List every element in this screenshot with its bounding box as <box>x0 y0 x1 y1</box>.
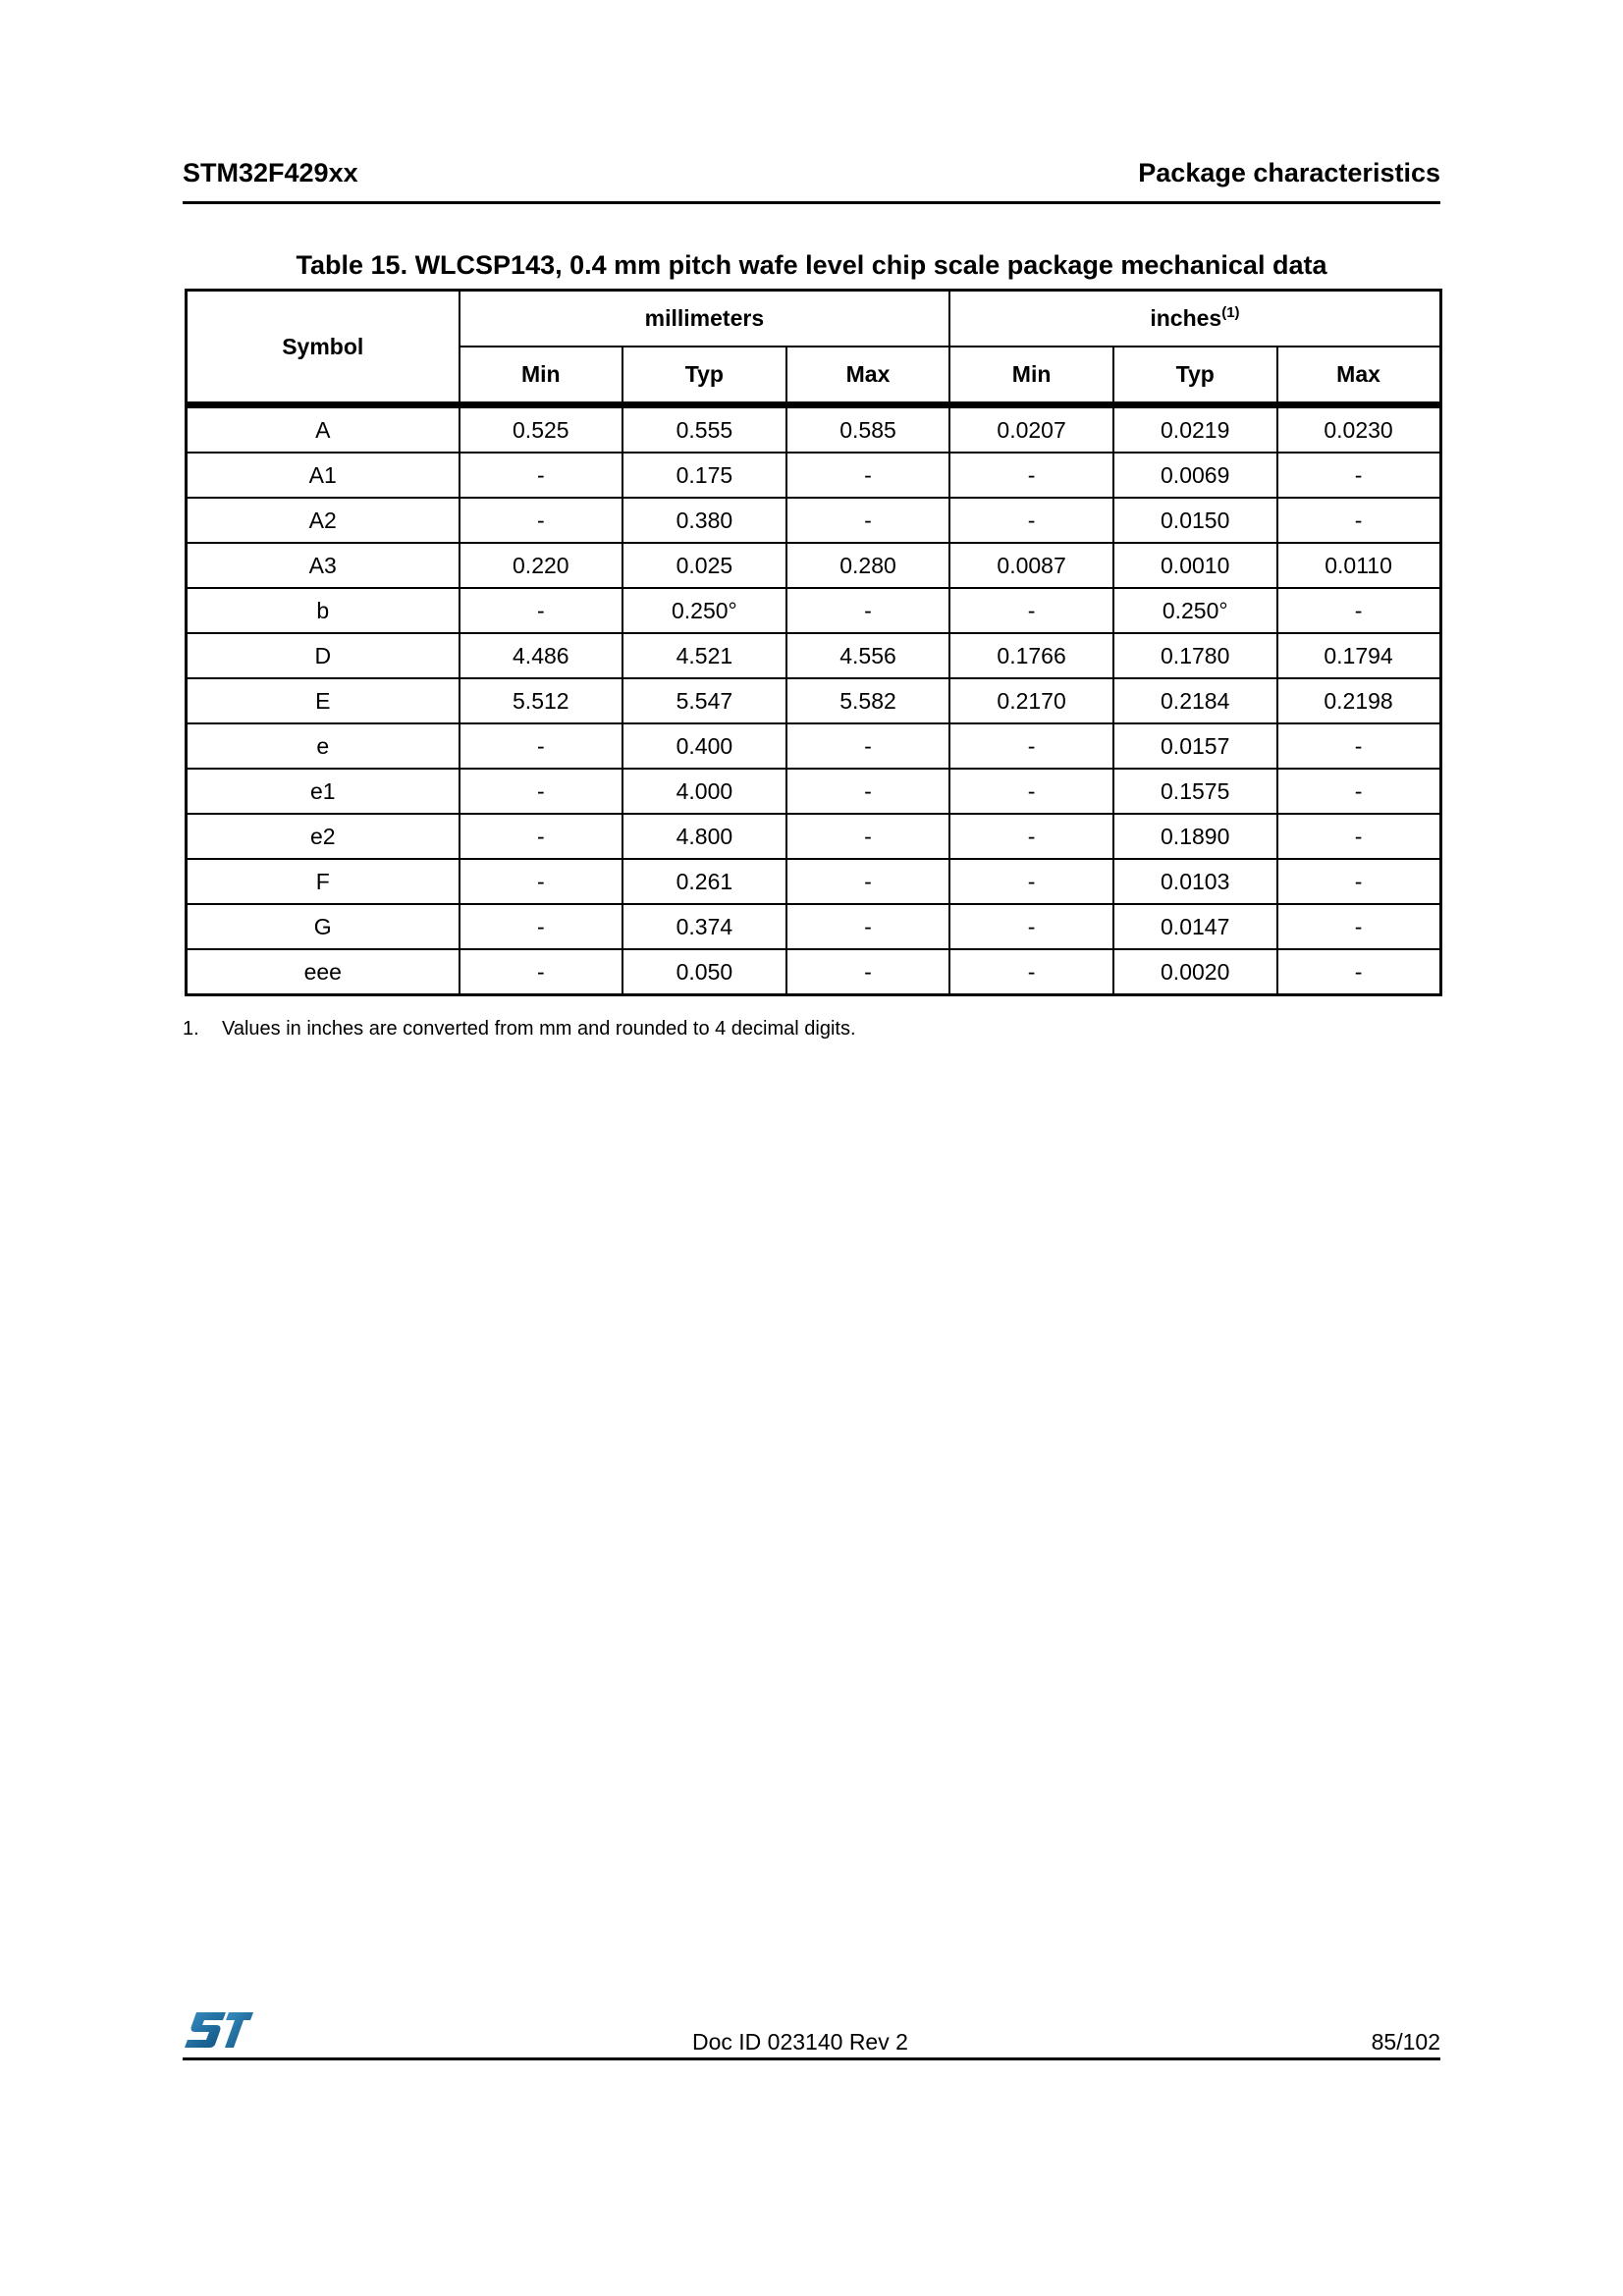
mm-min-cell: - <box>460 588 623 633</box>
table-row <box>187 405 1441 454</box>
section-title: Package characteristics <box>1138 158 1440 187</box>
table-row <box>187 723 1441 769</box>
mm-typ-cell: 4.000 <box>622 769 786 814</box>
mm-max-cell: 0.280 <box>786 543 950 588</box>
in-typ-cell: 0.0147 <box>1113 904 1277 949</box>
millimeters-header-label: millimeters <box>644 305 765 331</box>
mm-min-cell: 0.525 <box>460 405 623 454</box>
in-typ-cell: 0.0219 <box>1113 405 1277 454</box>
mm-min-cell: - <box>460 723 623 769</box>
symbol-cell: F <box>187 859 460 904</box>
table-row <box>187 769 1441 814</box>
table-header-row <box>187 291 1441 347</box>
in-min-cell: - <box>949 949 1113 995</box>
symbol-cell: b <box>187 588 460 633</box>
in-min-cell: - <box>949 859 1113 904</box>
mm-typ-cell: 0.380 <box>622 498 786 543</box>
table-row <box>187 498 1441 543</box>
symbol-cell: E <box>187 678 460 723</box>
in-max-cell: - <box>1277 904 1441 949</box>
in-max-cell: - <box>1277 949 1441 995</box>
in-typ-cell: 0.0069 <box>1113 453 1277 498</box>
symbol-cell: G <box>187 904 460 949</box>
footnote-number: 1. <box>183 1018 199 1040</box>
mm-max-cell: - <box>786 859 950 904</box>
mm-typ-cell: 0.025 <box>622 543 786 588</box>
table-body <box>187 405 1441 995</box>
in-min-cell: - <box>949 723 1113 769</box>
symbol-cell: eee <box>187 949 460 995</box>
document-part-number: STM32F429xx <box>183 158 358 187</box>
symbol-cell: A <box>187 405 460 454</box>
mm-max-cell: - <box>786 769 950 814</box>
in-max-cell: - <box>1277 453 1441 498</box>
symbol-header: Symbol <box>187 291 460 405</box>
mechanical-data-table <box>185 289 1442 996</box>
mm-typ-cell: 0.374 <box>622 904 786 949</box>
mm-min-cell: - <box>460 453 623 498</box>
in-min-cell: - <box>949 498 1113 543</box>
in-min-cell: - <box>949 769 1113 814</box>
mm-typ-cell: 0.175 <box>622 453 786 498</box>
mm-typ-cell: 4.521 <box>622 633 786 678</box>
mm-max-cell: - <box>786 498 950 543</box>
table-row <box>187 588 1441 633</box>
in-typ-cell: 0.0010 <box>1113 543 1277 588</box>
in-min-cell: 0.2170 <box>949 678 1113 723</box>
table-footnote <box>183 1017 856 1041</box>
footnote-text: Values in inches are converted from mm and rounded to 4 decimal digits. <box>222 1018 856 1040</box>
mm-typ-cell: 0.261 <box>622 859 786 904</box>
in-min-cell: - <box>949 588 1113 633</box>
mm-typ-cell: 0.555 <box>622 405 786 454</box>
in-min-cell: 0.0087 <box>949 543 1113 588</box>
in-max-cell: - <box>1277 769 1441 814</box>
in-typ-cell: 0.0150 <box>1113 498 1277 543</box>
in-max-cell: 0.0230 <box>1277 405 1441 454</box>
table-row <box>187 814 1441 859</box>
table-title: Table 15. WLCSP143, 0.4 mm pitch wafe level chip scale package mechanical data <box>296 250 1327 280</box>
table-row <box>187 949 1441 995</box>
mm-max-cell: - <box>786 904 950 949</box>
page-number: 85/102 <box>1371 2029 1440 2055</box>
mm-typ-cell: 0.400 <box>622 723 786 769</box>
mm-max-cell: 0.585 <box>786 405 950 454</box>
mm-min-cell: - <box>460 769 623 814</box>
millimeters-header <box>460 291 950 347</box>
in-typ-cell: 0.1575 <box>1113 769 1277 814</box>
mm-max-header: Max <box>786 347 950 405</box>
in-max-cell: 0.2198 <box>1277 678 1441 723</box>
table-row <box>187 904 1441 949</box>
mm-min-cell: - <box>460 498 623 543</box>
footnote-ref: (1) <box>1221 304 1240 321</box>
in-typ-cell: 0.0103 <box>1113 859 1277 904</box>
in-typ-cell: 0.0020 <box>1113 949 1277 995</box>
mm-min-cell: - <box>460 949 623 995</box>
symbol-cell: e <box>187 723 460 769</box>
doc-id: Doc ID 023140 Rev 2 <box>692 2029 908 2055</box>
in-typ-header: Typ <box>1113 347 1277 405</box>
in-max-cell: - <box>1277 588 1441 633</box>
in-max-cell: - <box>1277 723 1441 769</box>
in-max-cell: - <box>1277 859 1441 904</box>
in-min-cell: - <box>949 453 1113 498</box>
table-row <box>187 859 1441 904</box>
table-row <box>187 633 1441 678</box>
in-typ-cell: 0.1780 <box>1113 633 1277 678</box>
in-max-cell: - <box>1277 498 1441 543</box>
mm-max-cell: - <box>786 723 950 769</box>
in-min-cell: - <box>949 814 1113 859</box>
symbol-cell: A1 <box>187 453 460 498</box>
table-row <box>187 678 1441 723</box>
in-max-cell: 0.0110 <box>1277 543 1441 588</box>
in-min-cell: 0.1766 <box>949 633 1113 678</box>
in-min-header: Min <box>949 347 1113 405</box>
in-typ-cell: 0.2184 <box>1113 678 1277 723</box>
in-max-cell: 0.1794 <box>1277 633 1441 678</box>
mm-min-cell: - <box>460 859 623 904</box>
mm-typ-cell: 4.800 <box>622 814 786 859</box>
in-typ-cell: 0.0157 <box>1113 723 1277 769</box>
mm-typ-cell: 5.547 <box>622 678 786 723</box>
inches-header-label: inches <box>1150 305 1222 331</box>
mm-max-cell: - <box>786 588 950 633</box>
mm-min-header: Min <box>460 347 623 405</box>
mm-min-cell: 5.512 <box>460 678 623 723</box>
mm-max-cell: 5.582 <box>786 678 950 723</box>
in-max-cell: - <box>1277 814 1441 859</box>
symbol-cell: e1 <box>187 769 460 814</box>
in-typ-cell: 0.1890 <box>1113 814 1277 859</box>
mm-typ-cell: 0.250° <box>622 588 786 633</box>
mm-min-cell: - <box>460 814 623 859</box>
in-min-cell: - <box>949 904 1113 949</box>
mm-max-cell: 4.556 <box>786 633 950 678</box>
inches-header <box>949 291 1440 347</box>
mm-typ-header: Typ <box>622 347 786 405</box>
mm-max-cell: - <box>786 814 950 859</box>
symbol-cell: A3 <box>187 543 460 588</box>
header-rule <box>183 201 1440 204</box>
mm-min-cell: 0.220 <box>460 543 623 588</box>
in-typ-cell: 0.250° <box>1113 588 1277 633</box>
symbol-cell: A2 <box>187 498 460 543</box>
mm-typ-cell: 0.050 <box>622 949 786 995</box>
symbol-cell: e2 <box>187 814 460 859</box>
mm-max-cell: - <box>786 949 950 995</box>
st-logo-icon <box>183 2010 253 2050</box>
footer-rule <box>183 2057 1440 2060</box>
table-row <box>187 453 1441 498</box>
symbol-cell: D <box>187 633 460 678</box>
mm-max-cell: - <box>786 453 950 498</box>
in-max-header: Max <box>1277 347 1441 405</box>
mm-min-cell: 4.486 <box>460 633 623 678</box>
table-row <box>187 543 1441 588</box>
in-min-cell: 0.0207 <box>949 405 1113 454</box>
mm-min-cell: - <box>460 904 623 949</box>
